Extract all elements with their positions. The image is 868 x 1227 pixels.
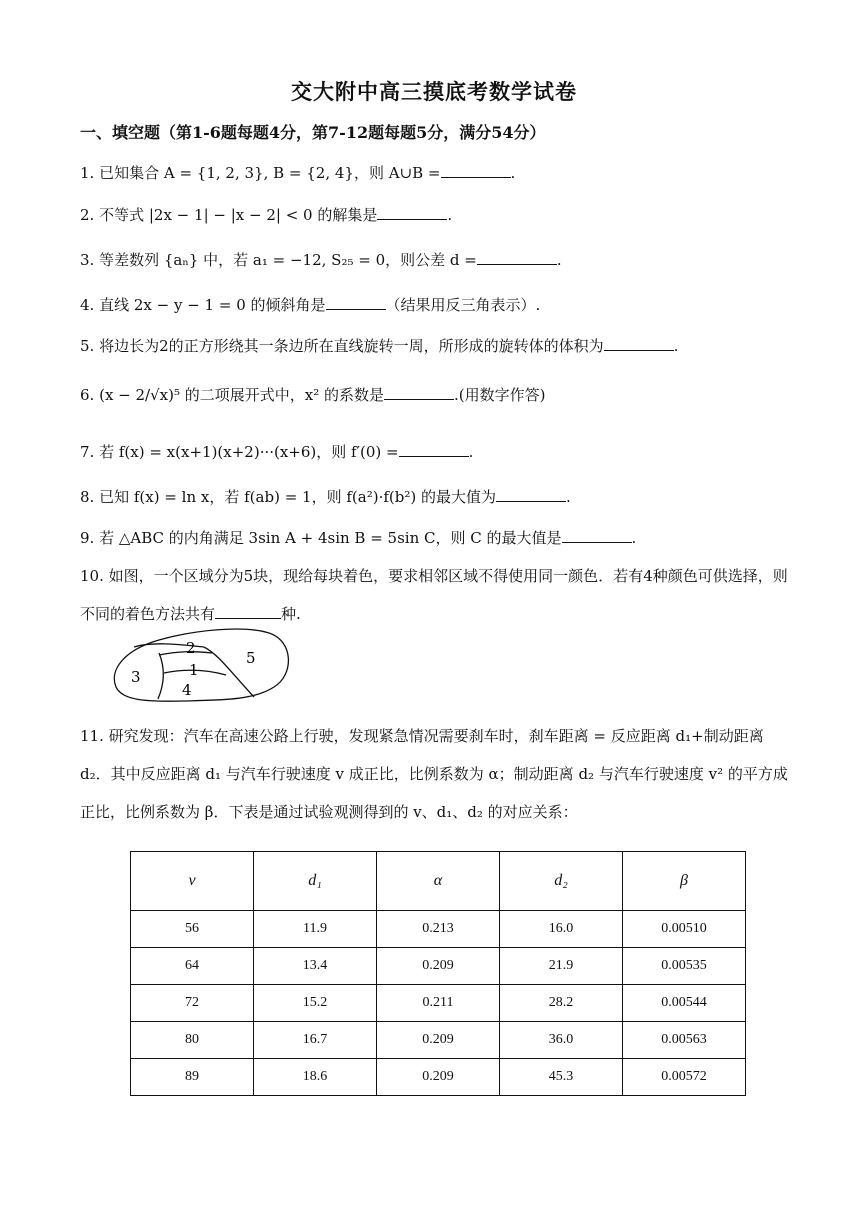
question-8: 8. 已知 f(x) = ln x，若 f(ab) = 1，则 f(a²)·f(b²) 的最大值为 . <box>80 488 571 506</box>
question-7: 7. 若 f(x) = x(x+1)(x+2)···(x+6)，则 f′(0) = . <box>80 443 474 461</box>
question-1: 1. 已知集合 A = {1, 2, 3}, B = {2, 4}，则 A∪B = . <box>80 164 516 182</box>
answer-blank <box>384 385 454 400</box>
table-cell: 0.00510 <box>623 911 746 948</box>
question-10: 10. 如图，一个区域分为5块，现给每块着色，要求相邻区域不得使用同一颜色．若有4种颜色可供选择，则不同的着色方法共有 种. <box>80 567 788 623</box>
region-label: 4 <box>182 681 192 699</box>
question-11: 11. 研究发现：汽车在高速公路上行驶，发现紧急情况需要刹车时，刹车距离 = 反应距离 d₁+制动距离 d₂．其中反应距离 d₁ 与汽车行驶速度 v 成正比，比例系数为 α；制动距离 d₂ 与汽车行驶速度 v² 的平方成正比，比例系数为 β．下表是通过试验观测得到的 v、d₁、d₂ 的对应关系： <box>80 727 788 821</box>
question-5: 5. 将边长为2的正方形绕其一条边所在直线旋转一周，所形成的旋转体的体积为 . <box>80 337 679 355</box>
exam-title: 交大附中高三摸底考数学试卷 <box>291 79 577 104</box>
table-cell: 56 <box>131 911 254 948</box>
question-4: 4. 直线 2x − y − 1 = 0 的倾斜角是 （结果用反三角表示）. <box>80 296 541 314</box>
table-cell: 16.0 <box>500 911 623 948</box>
table-row <box>131 911 746 948</box>
answer-blank <box>604 336 674 351</box>
answer-blank <box>562 528 632 543</box>
table-row <box>131 1022 746 1059</box>
table-cell: 89 <box>131 1059 254 1096</box>
table-cell: 21.9 <box>500 948 623 985</box>
region-label: 3 <box>131 668 141 686</box>
region-label: 1 <box>189 661 199 679</box>
table-cell: 0.00535 <box>623 948 746 985</box>
table-row <box>131 1059 746 1096</box>
table-header: v <box>131 852 254 911</box>
table-cell: 0.00563 <box>623 1022 746 1059</box>
table-cell: 0.213 <box>377 911 500 948</box>
table-cell: 80 <box>131 1022 254 1059</box>
table-header: β <box>623 852 746 911</box>
section-heading: 一、填空题（第1-6题每题4分，第7-12题每题5分，满分54分） <box>80 123 546 142</box>
table-cell: 0.00572 <box>623 1059 746 1096</box>
table-cell: 0.209 <box>377 948 500 985</box>
speed-distance-table <box>130 851 746 1096</box>
answer-blank <box>326 295 386 310</box>
table-cell: 36.0 <box>500 1022 623 1059</box>
table-cell: 0.209 <box>377 1022 500 1059</box>
table-header: d₁ <box>254 852 377 911</box>
table-cell: 0.209 <box>377 1059 500 1096</box>
question-6: 6. (x − 2/√x)⁵ 的二项展开式中，x² 的系数是 .(用数字作答) <box>80 386 546 404</box>
answer-blank <box>399 442 469 457</box>
region-label: 2 <box>186 639 196 657</box>
table-cell: 64 <box>131 948 254 985</box>
answer-blank <box>477 250 557 265</box>
table-row <box>131 985 746 1022</box>
table-cell: 72 <box>131 985 254 1022</box>
table-header: d₂ <box>500 852 623 911</box>
answer-blank <box>377 205 447 220</box>
answer-blank <box>441 163 511 178</box>
table-cell: 16.7 <box>254 1022 377 1059</box>
table-cell: 28.2 <box>500 985 623 1022</box>
question-2: 2. 不等式 |2x − 1| − |x − 2| < 0 的解集是 . <box>80 206 453 224</box>
region-label: 5 <box>246 649 256 667</box>
table-cell: 0.00544 <box>623 985 746 1022</box>
table-cell: 18.6 <box>254 1059 377 1096</box>
table-header: α <box>377 852 500 911</box>
table-cell: 15.2 <box>254 985 377 1022</box>
table-header-row <box>131 852 746 911</box>
question-3: 3. 等差数列 {aₙ} 中，若 a₁ = −12, S₂₅ = 0，则公差 d = . <box>80 251 562 269</box>
table-cell: 0.211 <box>377 985 500 1022</box>
table-cell: 13.4 <box>254 948 377 985</box>
region-diagram <box>104 625 294 705</box>
question-9: 9. 若 △ABC 的内角满足 3sin A + 4sin B = 5sin C，则 C 的最大值是 . <box>80 529 637 547</box>
answer-blank <box>215 604 281 619</box>
table-row <box>131 948 746 985</box>
table-cell: 11.9 <box>254 911 377 948</box>
table-cell: 45.3 <box>500 1059 623 1096</box>
answer-blank <box>496 487 566 502</box>
